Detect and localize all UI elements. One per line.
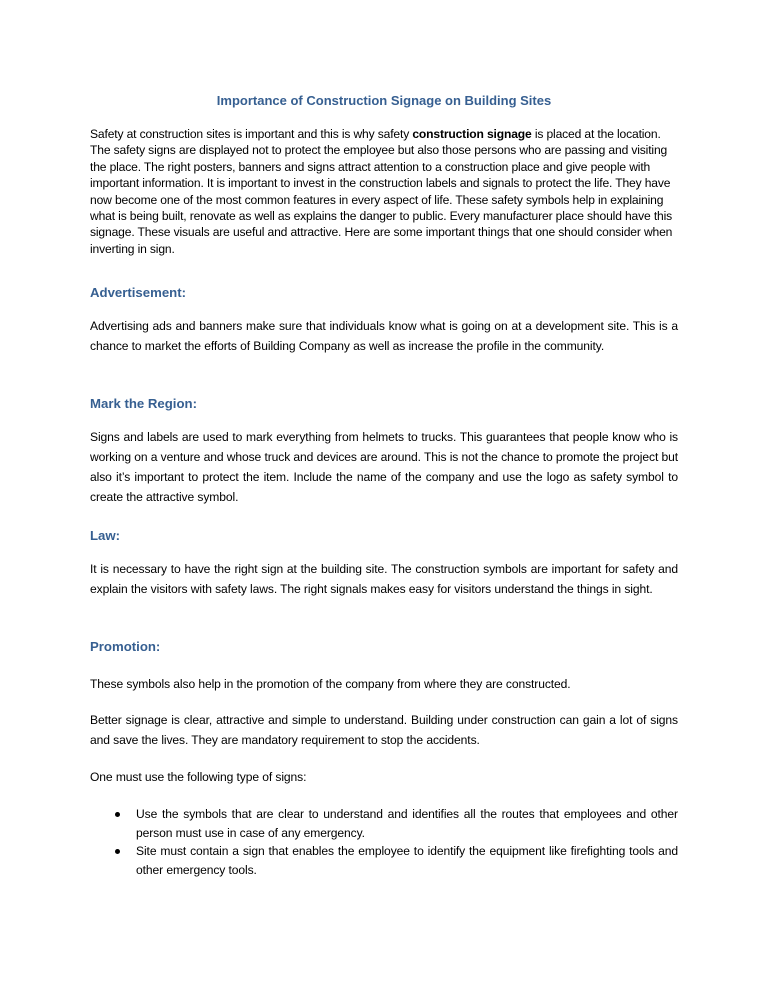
intro-text-start: Safety at construction sites is important and this is why safety <box>90 127 413 141</box>
section-heading-mark-the-region: Mark the Region: <box>90 396 197 411</box>
intro-text-end: is placed at the location. The safety signs are displayed not to protect the employee but also those persons who are passing and visiting the place. The right posters, banners and signs attract attention to a construction place and give people with important information. It is important to invest in the construction labels and signals to protect the life. They have now become one of the most common features in every aspect of life. These safety symbols help in explaining what is being built, renovate as well as explains the danger to public. Every manufacturer place should have this signage. These visuals are useful and attractive. Here are some important things that one should consider when inverting in sign. <box>90 127 673 256</box>
intro-paragraph <box>90 126 678 257</box>
section-body-advertisement: Advertising ads and banners make sure that individuals know what is going on at a development site. This is a chance to market the efforts of Building Company as well as increase the profile in the community. <box>90 319 678 353</box>
section-heading-law: Law: <box>90 528 121 543</box>
intro-keyword: construction signage <box>412 127 532 141</box>
signs-list <box>90 805 678 879</box>
section-heading-advertisement: Advertisement: <box>90 285 187 300</box>
list-item <box>90 842 678 879</box>
section-body-promotion: These symbols also help in the promotion of the company from where they are constructed. <box>90 677 571 691</box>
section-heading-promotion: Promotion: <box>90 639 161 654</box>
list-item-text: Use the symbols that are clear to understand and identifies all the routes that employees and other person must use in case of any emergency. <box>136 807 678 840</box>
list-intro: One must use the following type of signs: <box>90 770 307 784</box>
section-body-law: It is necessary to have the right sign at the building site. The construction symbols are important for safety and explain the visitors with safety laws. The right signals makes easy for visitors understand the things in sight. <box>90 562 678 596</box>
list-item-text: Site must contain a sign that enables the employee to identify the equipment like firefighting tools and other emergency tools. <box>136 844 678 877</box>
document-title: Importance of Construction Signage on Building Sites <box>216 93 552 108</box>
closing-paragraph: Better signage is clear, attractive and simple to understand. Building under construction can gain a lot of signs and save the lives. They are mandatory requirement to stop the accidents. <box>90 713 678 747</box>
section-body-mark-the-region: Signs and labels are used to mark everything from helmets to trucks. This guarantees that people know who is working on a venture and whose truck and devices are around. This is not the chance to promote the project but also it’s important to protect the item. Include the name of the company and use the logo as safety symbol to create the attractive symbol. <box>90 430 678 504</box>
bullet-icon <box>115 849 120 854</box>
list-item <box>90 805 678 842</box>
bullet-icon <box>115 812 120 817</box>
